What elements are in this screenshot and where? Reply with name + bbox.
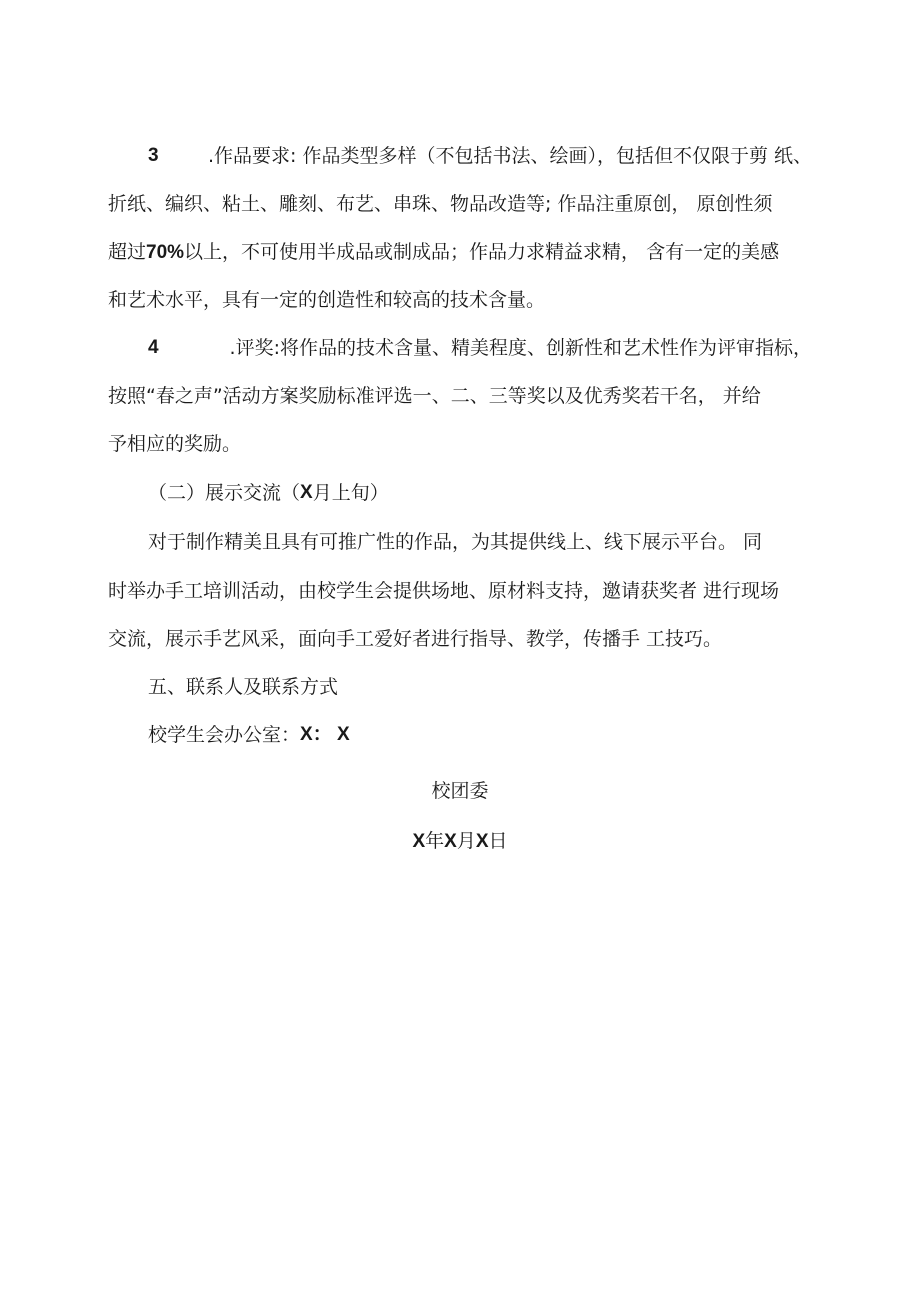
item-text: 予相应的奖励。 — [108, 433, 242, 455]
exchange-line-2 — [108, 579, 812, 603]
section-two-heading: （二）展示交流（ X 月上旬） — [148, 482, 389, 504]
item-number: 4 — [148, 337, 159, 358]
item-text: .评奖:将作品的技术含量、精美程度、创新性和艺术性作为评审指标， — [229, 337, 812, 359]
exchange-line-1 — [148, 530, 812, 554]
signature-org: 校团委 — [431, 780, 489, 802]
contact-value: X： X — [300, 724, 350, 745]
paragraph-text: 时举办手工培训活动，由校学生会提供场地、原材料支持，邀请获奖者 进行现场 — [108, 580, 780, 602]
section-five-heading: 五、联系人及联系方式 — [148, 676, 339, 698]
signature-date: X年X月X日 — [412, 830, 508, 852]
item-text: .作品要求: 作品类型多样（不包括书法、绘画），包括但不仅限于剪 纸、 — [207, 145, 812, 167]
paragraph-text: 交流，展示手艺风采，面向手工爱好者进行指导、教学，传播手 工技巧。 — [108, 628, 723, 650]
paragraph-text: 对于制作精美且具有可推广性的作品，为其提供线上、线下展示平台。 同 — [148, 531, 763, 553]
item-4-line-1 — [148, 336, 812, 360]
contact-line — [148, 723, 812, 747]
item-text: 折纸、编织、粘土、雕刻、布艺、串珠、物品改造等; 作品注重原创， 原创性须 — [108, 193, 773, 215]
exchange-line-3 — [108, 627, 812, 651]
item-3-line-3 — [108, 240, 812, 265]
contact-label: 校学生会办公室： — [148, 724, 301, 746]
item-text: 超过70%以上，不可使用半成品或制成品；作品力求精益求精， 含有一定的美感 — [108, 241, 780, 263]
item-4-line-2 — [108, 384, 812, 408]
item-text: 和艺术水平，具有一定的创造性和较高的技术含量。 — [108, 289, 546, 311]
item-3-line-2 — [108, 192, 812, 216]
item-text: 按照“春之声”活动方案奖励标准评选一、二、三等奖以及优秀奖若干名， 并给 — [108, 385, 761, 407]
item-4-line-3 — [108, 432, 812, 456]
item-number: 3 — [148, 145, 159, 166]
item-3-line-1 — [148, 144, 812, 168]
item-3-line-4 — [108, 288, 812, 312]
